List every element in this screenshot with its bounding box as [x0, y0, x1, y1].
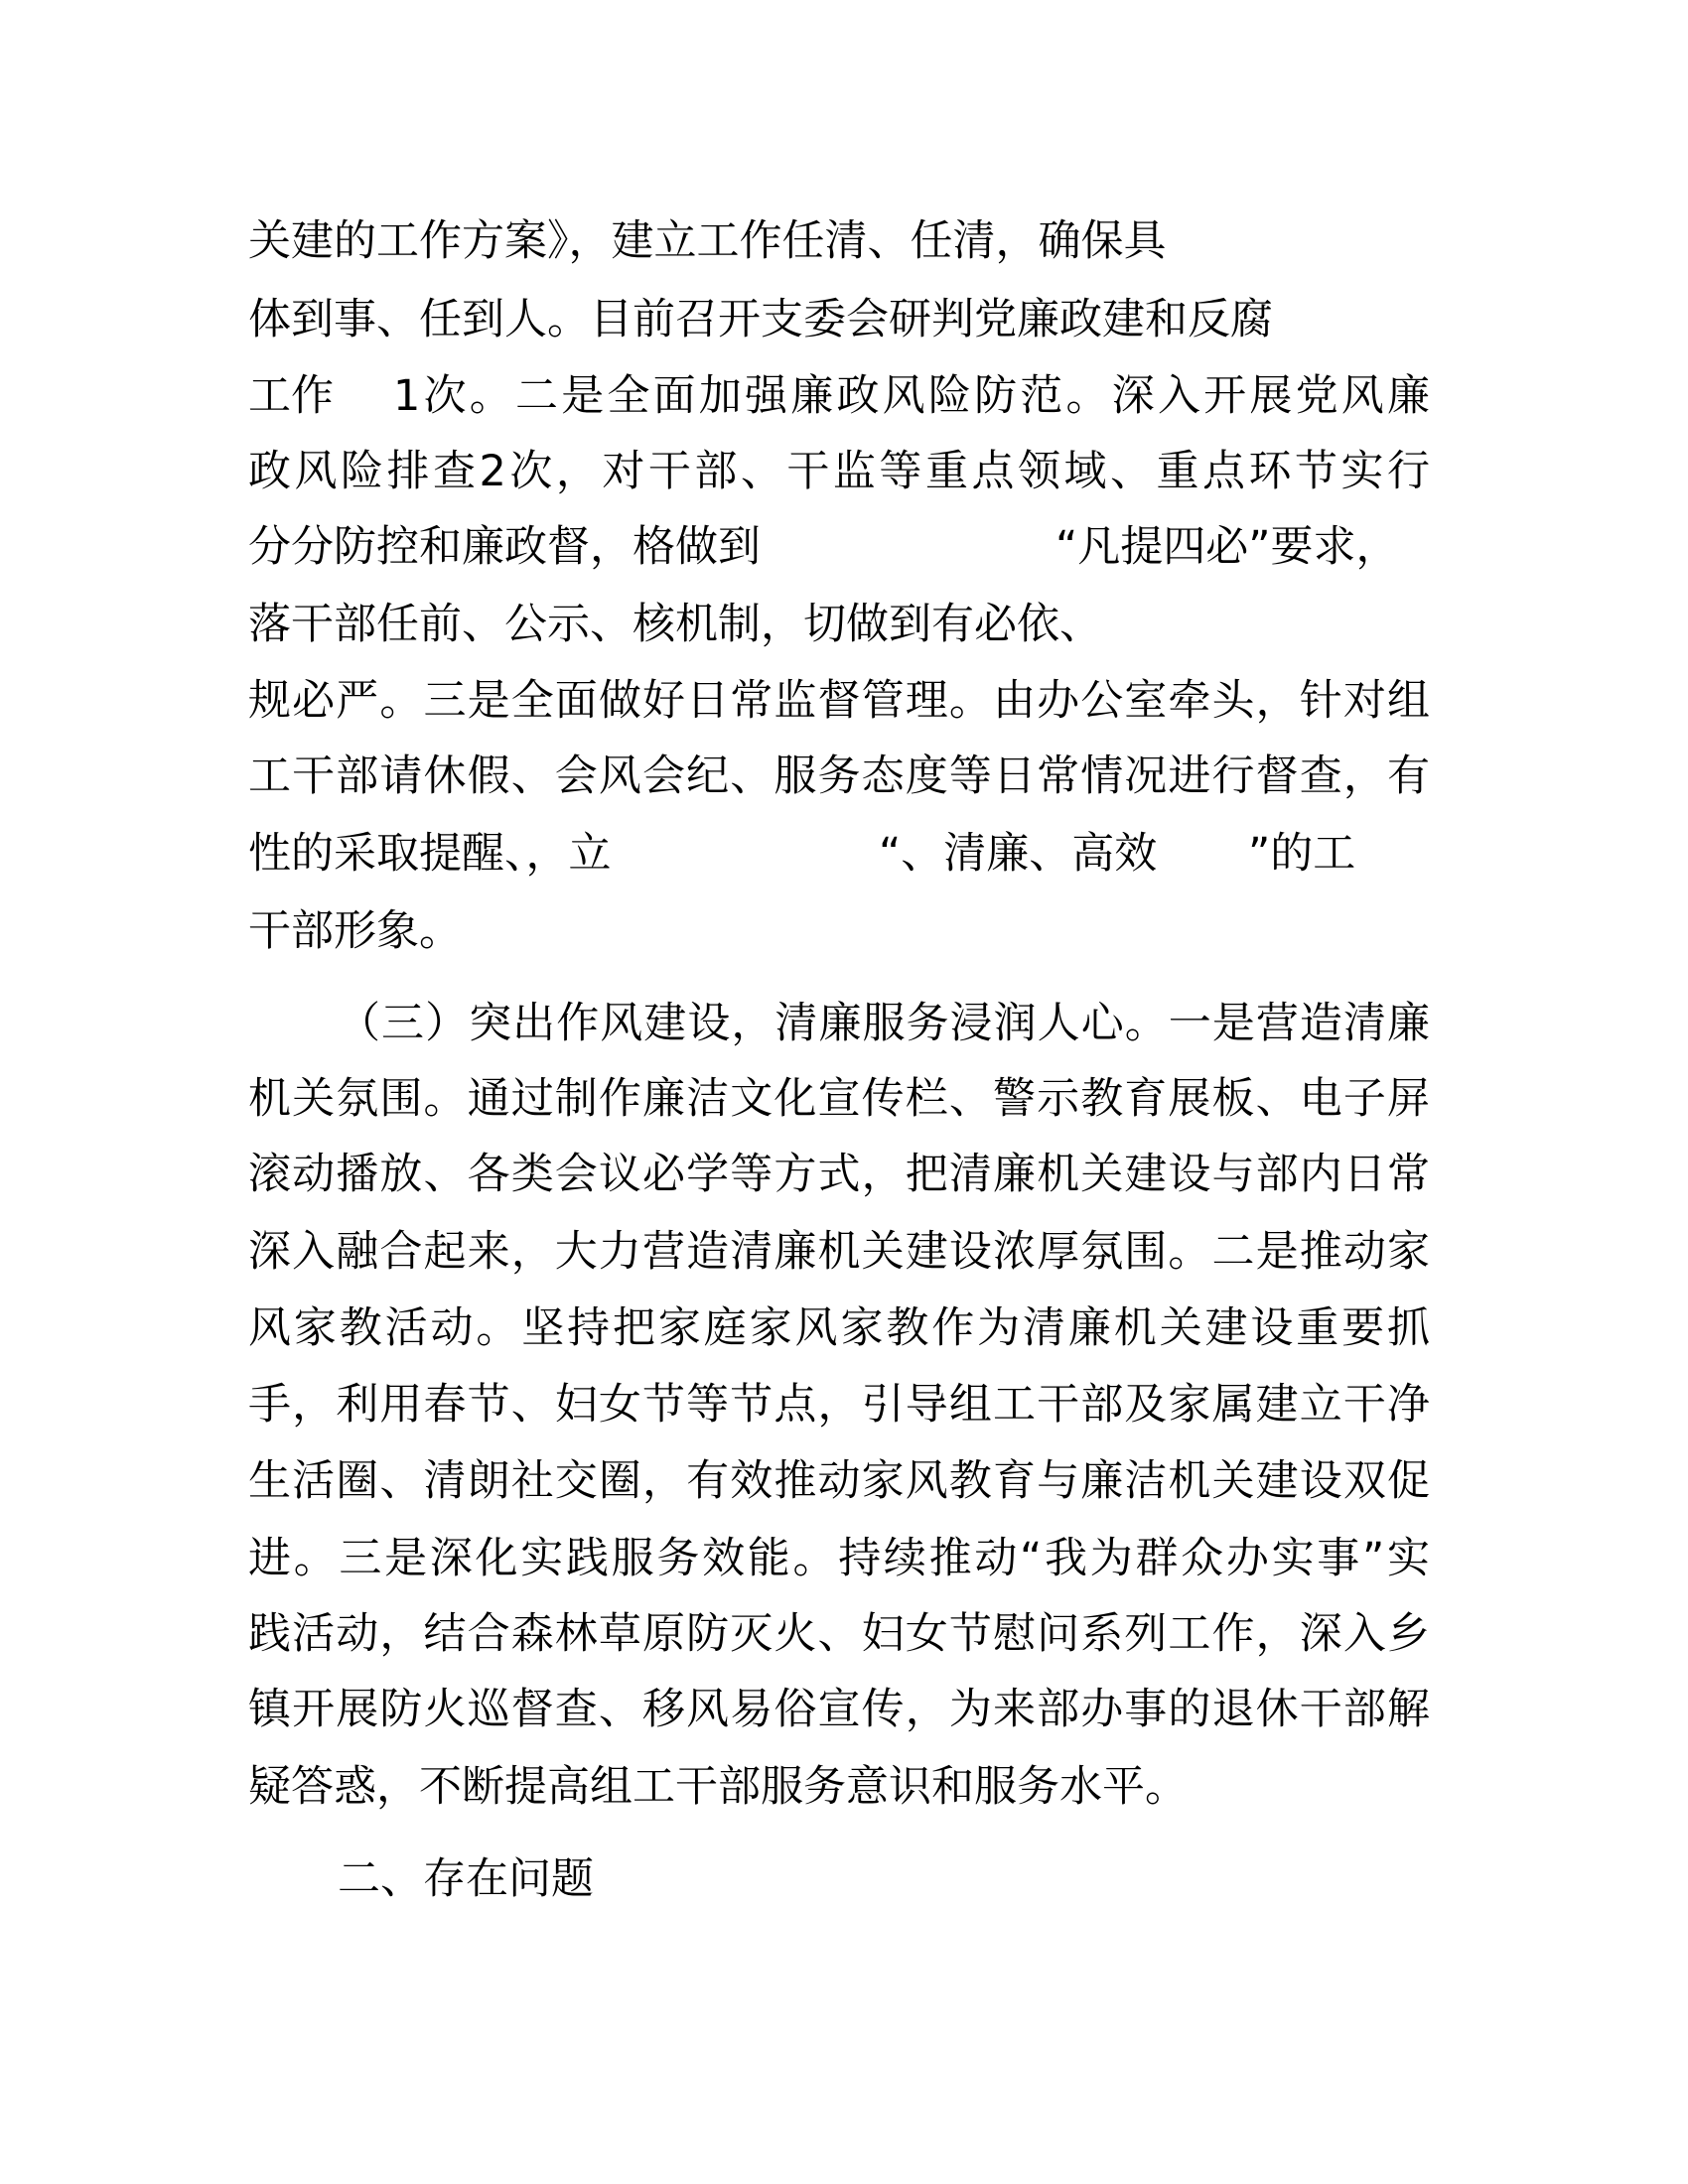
line-text: 1次。二是全面加强廉政风险防范。深入开展党风廉: [393, 371, 1430, 421]
line-text: “、清廉、高效: [879, 829, 1158, 879]
line-text: 关建的工作方案》，建立工作任清、任清，确保具: [248, 216, 1167, 266]
paragraph-line: [248, 213, 1167, 269]
line-text: 落干部任前、公示、核机制，切做到有必依、: [248, 600, 1102, 649]
paragraph-line: 风家教活动。坚持把家庭家风家教作为清廉机关建设重要抓: [248, 1303, 1430, 1353]
paragraph-line: [248, 903, 462, 959]
line-text: “凡提四必”要求，: [1055, 522, 1399, 572]
paragraph-line: [248, 826, 1430, 882]
paragraph-line: 生活圈、清朗社交圈，有效推动家风教育与廉洁机关建设双促: [248, 1456, 1430, 1506]
paragraph-line: [248, 1759, 1188, 1815]
heading-text: 二、存在问题: [338, 1854, 594, 1904]
line-text: 性的采取提醒、，立: [248, 829, 612, 879]
paragraph-line: 进。三是深化实践服务效能。持续推动“我为群众办实事”实: [248, 1534, 1430, 1583]
paragraph-line: 工干部请休假、会风会纪、服务态度等日常情况进行督查，有: [248, 751, 1430, 801]
paragraph-line: 手，利用春节、妇女节等节点，引导组工干部及家属建立干净: [248, 1380, 1430, 1430]
paragraph-line: 践活动，结合森林草原防灭火、妇女节慰问系列工作，深入乡: [248, 1609, 1430, 1659]
paragraph-line: 政风险排查2次，对干部、干监等重点领域、重点环节实行: [248, 447, 1430, 496]
section-heading: [338, 1851, 594, 1907]
paragraph-line: 机关氛围。通过制作廉洁文化宣传栏、警示教育展板、电子屏: [248, 1074, 1430, 1124]
line-text: 体到事、任到人。目前召开支委会研判党廉政建和反腐: [248, 295, 1273, 344]
line-text: 疑答惑，不断提高组工干部服务意识和服务水平。: [248, 1762, 1188, 1812]
line-text: ”的工: [1248, 829, 1356, 879]
paragraph-line: [248, 368, 1430, 424]
paragraph-line: [248, 519, 1430, 575]
paragraph-line: 滚动播放、各类会议必学等方式，把清廉机关建设与部内日常: [248, 1150, 1430, 1199]
line-text: 干部形象。: [248, 906, 462, 956]
line-text: 分分防控和廉政督，格做到: [248, 522, 761, 572]
paragraph-line: [248, 597, 1102, 652]
line-text: 工作: [248, 371, 334, 421]
paragraph-line: [248, 292, 1273, 347]
paragraph-line: 深入融合起来，大力营造清廉机关建设浓厚氛围。二是推动家: [248, 1227, 1430, 1277]
paragraph-line: 镇开展防火巡督查、移风易俗宣传，为来部办事的退休干部解: [248, 1685, 1430, 1734]
paragraph-line: 规必严。三是全面做好日常监督管理。由办公室牵头，针对组: [248, 676, 1430, 726]
section-heading-line: （三）突出作风建设，清廉服务浸润人心。一是营造清廉: [338, 999, 1430, 1048]
